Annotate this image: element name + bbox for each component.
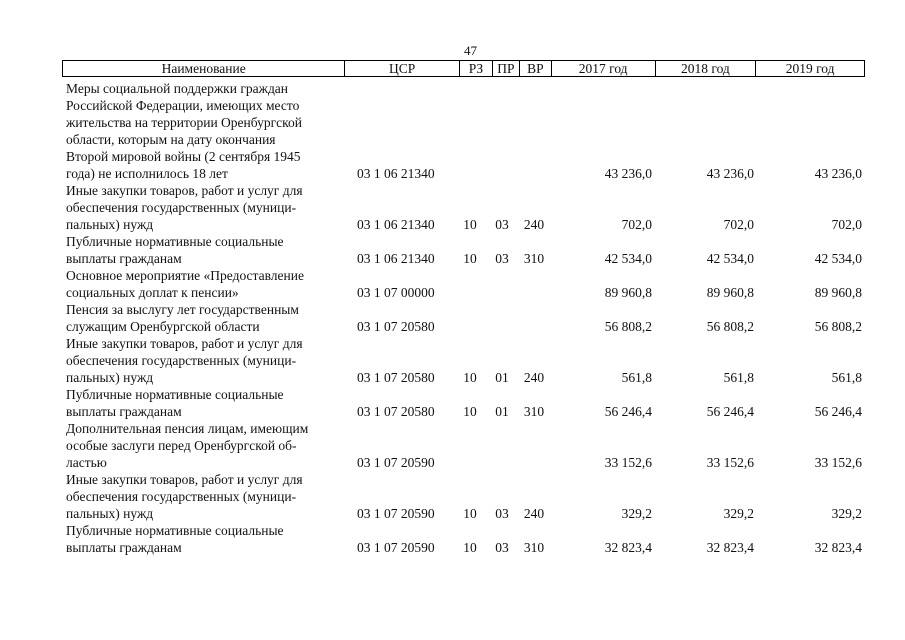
row-name xyxy=(62,80,342,182)
row-csr: 03 1 06 21340 xyxy=(357,251,435,266)
row-name xyxy=(62,386,342,420)
row-2019: 43 236,0 xyxy=(814,166,862,181)
row-2017: 89 960,8 xyxy=(604,285,652,300)
row-name-line: Иные закупки товаров, работ и услуг для xyxy=(66,183,303,198)
table-row xyxy=(62,386,872,420)
header-rz: РЗ xyxy=(460,61,493,76)
row-2018: 561,8 xyxy=(723,370,754,385)
row-name-line: Пенсия за выслугу лет государственным xyxy=(66,302,299,317)
row-pr: 01 xyxy=(495,370,509,385)
row-2018: 33 152,6 xyxy=(706,455,754,470)
row-rz: 10 xyxy=(463,404,477,419)
row-name-line: Российской Федерации, имеющих место xyxy=(66,98,300,113)
row-2017: 56 246,4 xyxy=(604,404,652,419)
row-2019: 56 808,2 xyxy=(814,319,862,334)
row-csr: 03 1 07 20590 xyxy=(357,540,435,555)
row-2018: 32 823,4 xyxy=(706,540,754,555)
row-name-line: пальных) нужд xyxy=(66,217,154,232)
row-name-line: жительства на территории Оренбургской xyxy=(66,115,302,130)
table-row xyxy=(62,335,872,386)
row-2018: 43 236,0 xyxy=(706,166,754,181)
row-name xyxy=(62,420,342,471)
row-name-line: выплаты гражданам xyxy=(66,251,182,266)
row-vr: 240 xyxy=(523,506,545,521)
row-rz: 10 xyxy=(463,540,477,555)
row-2019: 32 823,4 xyxy=(814,540,862,555)
row-name-line: пальных) нужд xyxy=(66,370,154,385)
row-name-line: Публичные нормативные социальные xyxy=(66,387,284,402)
row-name-line: служащим Оренбургской области xyxy=(66,319,260,334)
row-name-line: Иные закупки товаров, работ и услуг для xyxy=(66,336,303,351)
row-vr: 240 xyxy=(523,217,545,232)
row-name-line: обеспечения государственных (муници- xyxy=(66,200,297,215)
row-name-line: года) не исполнилось 18 лет xyxy=(66,166,228,181)
row-name xyxy=(62,182,342,233)
row-vr: 310 xyxy=(523,251,545,266)
table-row xyxy=(62,471,872,522)
row-2019: 561,8 xyxy=(831,370,862,385)
row-rz: 10 xyxy=(463,217,477,232)
row-2017: 702,0 xyxy=(621,217,652,232)
table-row xyxy=(62,522,872,556)
table-body xyxy=(62,80,872,556)
row-name-line: Дополнительная пенсия лицам, имеющим xyxy=(66,421,309,436)
row-csr: 03 1 06 21340 xyxy=(357,217,435,232)
row-name-line: выплаты гражданам xyxy=(66,540,182,555)
row-name-line: выплаты гражданам xyxy=(66,404,182,419)
row-name-line: Публичные нормативные социальные xyxy=(66,234,284,249)
row-2019: 329,2 xyxy=(831,506,862,521)
row-pr: 03 xyxy=(495,217,509,232)
row-name xyxy=(62,522,342,556)
row-rz: 10 xyxy=(463,370,477,385)
row-2017: 33 152,6 xyxy=(604,455,652,470)
header-vr: ВР xyxy=(520,61,552,76)
row-name-line: обеспечения государственных (муници- xyxy=(66,353,297,368)
header-2019: 2019 год xyxy=(785,61,835,76)
header-csr: ЦСР xyxy=(345,61,460,76)
table-row xyxy=(62,301,872,335)
header-2017: 2017 год xyxy=(552,61,656,76)
row-name-line: ластью xyxy=(66,455,107,470)
row-vr: 310 xyxy=(523,404,545,419)
row-name-line: особые заслуги перед Оренбургской об- xyxy=(66,438,297,453)
row-2018: 42 534,0 xyxy=(706,251,754,266)
row-csr: 03 1 07 20580 xyxy=(357,404,435,419)
table-row xyxy=(62,233,872,267)
row-2018: 329,2 xyxy=(723,506,754,521)
row-2017: 56 808,2 xyxy=(604,319,652,334)
row-pr: 03 xyxy=(495,506,509,521)
row-2017: 42 534,0 xyxy=(604,251,652,266)
header-2018: 2018 год xyxy=(656,61,757,76)
row-2017: 329,2 xyxy=(621,506,652,521)
row-vr: 240 xyxy=(523,370,545,385)
header-name: Наименование xyxy=(63,61,345,76)
table-row xyxy=(62,267,872,301)
row-2018: 56 808,2 xyxy=(706,319,754,334)
row-csr: 03 1 07 20580 xyxy=(357,370,435,385)
row-2017: 32 823,4 xyxy=(604,540,652,555)
row-name xyxy=(62,233,342,267)
row-csr: 03 1 07 20590 xyxy=(357,506,435,521)
row-name-line: обеспечения государственных (муници- xyxy=(66,489,297,504)
row-name-line: Иные закупки товаров, работ и услуг для xyxy=(66,472,303,487)
row-pr: 03 xyxy=(495,540,509,555)
row-csr: 03 1 06 21340 xyxy=(357,166,435,181)
row-name-line: Публичные нормативные социальные xyxy=(66,523,284,538)
row-pr: 03 xyxy=(495,251,509,266)
table-row xyxy=(62,80,872,182)
row-name-line: области, которым на дату окончания xyxy=(66,132,276,147)
table-row xyxy=(62,182,872,233)
row-2018: 89 960,8 xyxy=(706,285,754,300)
table-row xyxy=(62,420,872,471)
header-pr: ПР xyxy=(493,61,520,76)
row-name xyxy=(62,335,342,386)
row-vr: 310 xyxy=(523,540,545,555)
table-header xyxy=(62,60,865,77)
row-name xyxy=(62,267,342,301)
row-name-line: социальных доплат к пенсии» xyxy=(66,285,239,300)
row-name-line: Второй мировой войны (2 сентября 1945 xyxy=(66,149,301,164)
row-pr: 01 xyxy=(495,404,509,419)
row-2018: 702,0 xyxy=(723,217,754,232)
row-rz: 10 xyxy=(463,506,477,521)
row-name-line: Основное мероприятие «Предоставление xyxy=(66,268,304,283)
row-csr: 03 1 07 20590 xyxy=(357,455,435,470)
row-2019: 33 152,6 xyxy=(814,455,862,470)
row-2019: 42 534,0 xyxy=(814,251,862,266)
row-2018: 56 246,4 xyxy=(706,404,754,419)
row-2019: 702,0 xyxy=(831,217,862,232)
row-csr: 03 1 07 20580 xyxy=(357,319,435,334)
row-name xyxy=(62,301,342,335)
row-2019: 89 960,8 xyxy=(814,285,862,300)
row-name xyxy=(62,471,342,522)
row-name-line: Меры социальной поддержки граждан xyxy=(66,81,289,96)
row-name-line: пальных) нужд xyxy=(66,506,154,521)
row-rz: 10 xyxy=(463,251,477,266)
row-2019: 56 246,4 xyxy=(814,404,862,419)
page-number: 47 xyxy=(464,43,477,58)
row-csr: 03 1 07 00000 xyxy=(357,285,435,300)
row-2017: 43 236,0 xyxy=(604,166,652,181)
row-2017: 561,8 xyxy=(621,370,652,385)
